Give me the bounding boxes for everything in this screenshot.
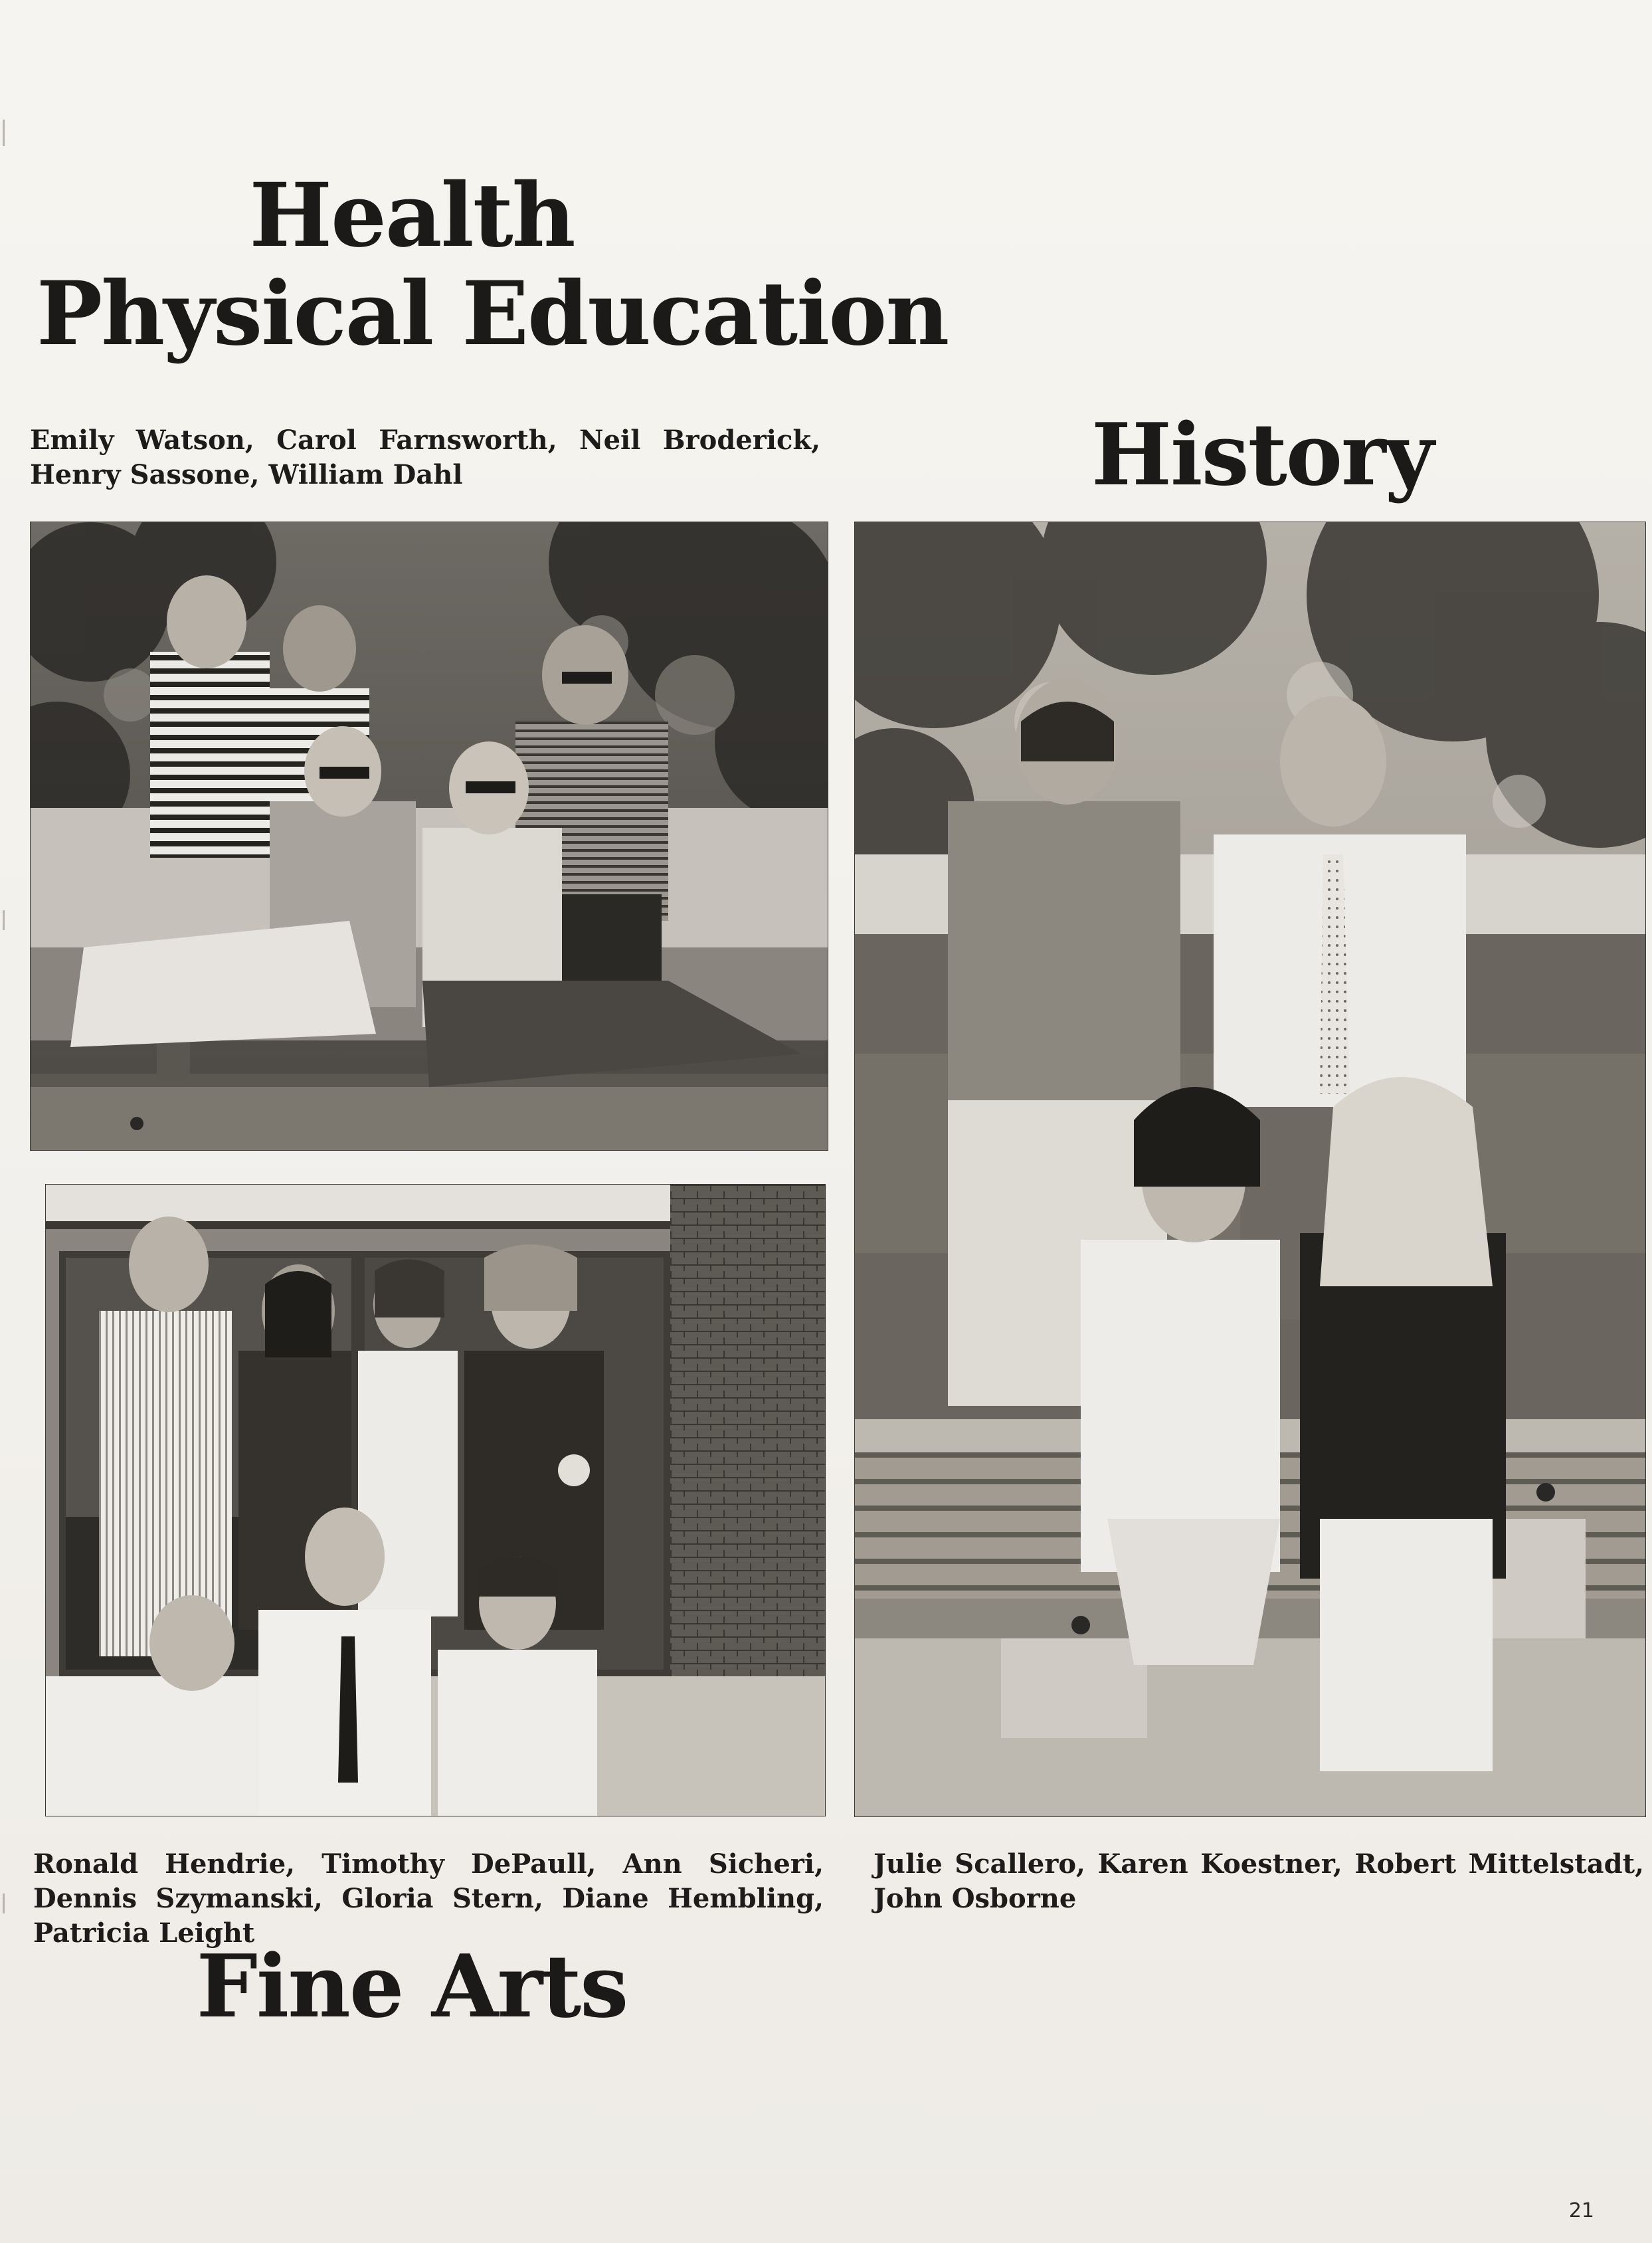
health-heading: Health	[249, 164, 575, 267]
page-edge-mark	[3, 910, 5, 930]
page-edge-mark	[3, 120, 5, 146]
page-number: 21	[1568, 2199, 1594, 2222]
physical-education-heading: Physical Education	[37, 262, 949, 365]
history-group-photo	[854, 522, 1646, 1817]
health-pe-caption: Emily Watson, Carol Farnsworth, Neil Broderick, Henry Sassone, William Dahl	[30, 425, 820, 490]
history-caption: Julie Scallero, Karen Koestner, Robert Mittelstadt, John Osborne	[873, 1848, 1644, 1914]
fine-arts-group-photo	[45, 1184, 826, 1816]
fine-arts-heading: Fine Arts	[196, 1935, 628, 2037]
history-heading: History	[1091, 405, 1433, 505]
page-edge-mark	[3, 1894, 5, 1913]
health-pe-group-photo	[30, 522, 828, 1151]
fine-arts-caption: Ronald Hendrie, Timothy DePaull, Ann Sicheri, Dennis Szymanski, Gloria Stern, Diane Hembling, Patricia Leight	[33, 1848, 824, 1949]
